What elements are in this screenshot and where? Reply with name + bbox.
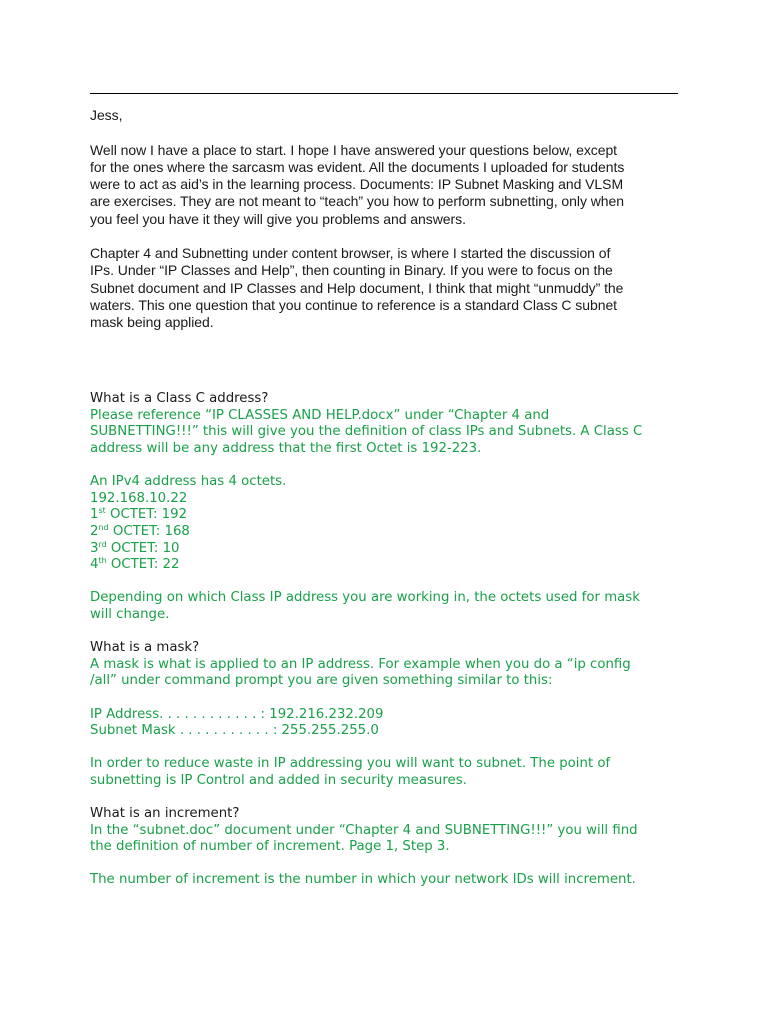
text-line: A mask is what is applied to an IP address. For example when you do a “ip config — [90, 656, 631, 672]
text-line: were to act as aid’s in the learning process. Documents: IP Subnet Masking and VLSM — [90, 176, 624, 193]
text-line: you feel you have it they will give you problems and answers. — [90, 210, 466, 227]
subnet-mask-line: Subnet Mask . . . . . . . . . . . : 255.255.255.0 — [90, 723, 379, 739]
octets-intro: An IPv4 address has 4 octets. — [90, 474, 287, 490]
ip-address-line: IP Address. . . . . . . . . . . . : 192.216.232.209 — [90, 706, 384, 722]
text-line: IPs. Under “IP Classes and Help”, then counting in Binary. If you were to focus on the — [90, 262, 613, 279]
question-mask: What is a mask? — [90, 640, 200, 656]
text-line: will change. — [90, 606, 170, 622]
letter-paragraph-1 — [90, 142, 680, 228]
text-line: In the “subnet.doc” document under “Chapter 4 and SUBNETTING!!!” you will find — [90, 822, 638, 838]
text-line: Well now I have a place to start. I hope I have answered your questions below, except — [90, 141, 618, 158]
example-ip: 192.168.10.22 — [90, 490, 188, 506]
octet-number: 2 — [90, 523, 99, 539]
document-body — [90, 107, 680, 889]
ordinal-suffix: th — [98, 556, 107, 566]
text-line: SUBNETTING!!!” this will give you the definition of class IPs and Subnets. A Class C — [90, 424, 643, 440]
ipconfig-output — [90, 707, 680, 740]
octet-label: OCTET: 22 — [106, 557, 180, 573]
octet-label: OCTET: 192 — [105, 507, 188, 523]
question-class-c: What is a Class C address? — [90, 391, 269, 407]
text-line: In order to reduce waste in IP addressing you will want to subnet. The point of — [90, 756, 611, 772]
salutation: Jess, — [90, 107, 123, 123]
octet-line — [90, 524, 680, 541]
text-line: address will be any address that the first Octet is 192-223. — [90, 441, 482, 457]
increment-note: The number of increment is the number in which your network IDs will increment. — [90, 872, 636, 888]
ordinal-suffix: nd — [98, 522, 109, 532]
text-line: mask being applied. — [90, 314, 214, 331]
octet-line — [90, 507, 680, 524]
answer-class-c — [90, 408, 680, 458]
text-line: /all” under command prompt you are given something similar to this: — [90, 673, 553, 689]
horizontal-rule — [90, 93, 678, 94]
letter-paragraph-2 — [90, 245, 680, 331]
octet-line — [90, 557, 680, 574]
text-line: Depending on which Class IP address you are working in, the octets used for mask — [90, 590, 640, 606]
octet-mask-note — [90, 590, 680, 623]
octet-number: 3 — [90, 540, 99, 556]
octet-number: 1 — [90, 507, 99, 523]
octet-label: OCTET: 168 — [108, 523, 190, 539]
text-line: for the ones where the sarcasm was evident. All the documents I uploaded for students — [90, 158, 625, 175]
subnet-purpose-note — [90, 756, 680, 789]
text-line: Chapter 4 and Subnetting under content browser, is where I started the discussion of — [90, 245, 611, 262]
text-line: Please reference “IP CLASSES AND HELP.docx” under “Chapter 4 and — [90, 407, 550, 423]
octet-line — [90, 541, 680, 558]
text-line: the definition of number of increment. Page 1, Step 3. — [90, 839, 450, 855]
ordinal-suffix: rd — [98, 539, 107, 549]
ordinal-suffix: st — [98, 506, 106, 516]
answer-increment — [90, 823, 680, 856]
text-line: waters. This one question that you continue to reference is a standard Class C subnet — [90, 296, 618, 313]
text-line: are exercises. They are not meant to “teach” you how to perform subnetting, only when — [90, 193, 624, 210]
octet-example — [90, 474, 680, 574]
question-increment: What is an increment? — [90, 806, 240, 822]
text-line: subnetting is IP Control and added in security measures. — [90, 772, 467, 788]
answer-mask — [90, 657, 680, 690]
octet-label: OCTET: 10 — [106, 540, 180, 556]
octet-number: 4 — [90, 557, 99, 573]
text-line: Subnet document and IP Classes and Help document, I think that might “unmuddy” the — [90, 279, 624, 296]
